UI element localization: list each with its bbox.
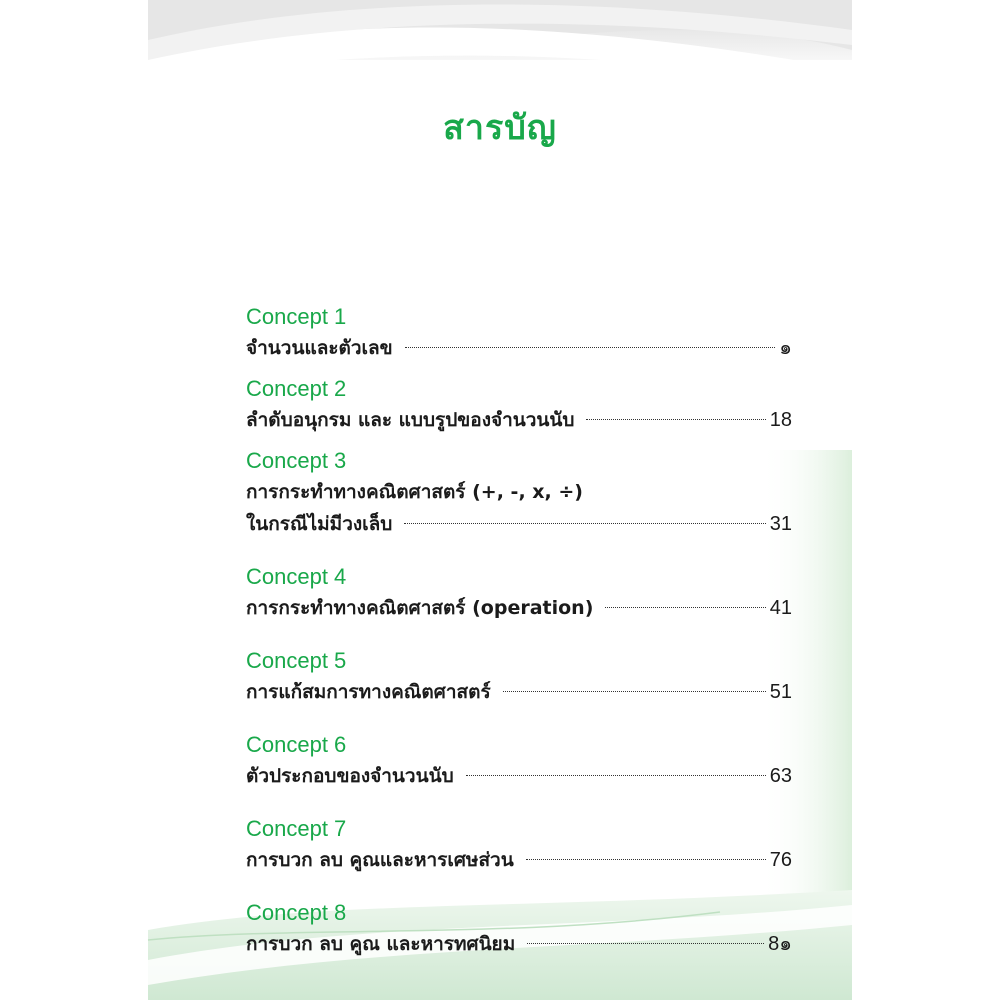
toc-line <box>246 404 792 436</box>
chapter-title: การกระทำทางคณิตศาสตร์ (operation) <box>246 597 594 619</box>
dot-leader <box>526 859 766 860</box>
dot-leader <box>605 607 765 608</box>
concept-heading: Concept 6 <box>246 732 347 757</box>
toc-line <box>246 760 792 792</box>
table-of-contents <box>246 302 792 970</box>
page-number: ๑ <box>779 337 792 359</box>
toc-entry-2 <box>246 374 792 436</box>
page-number: 41 <box>769 597 792 619</box>
dot-leader <box>405 347 776 348</box>
concept-heading: Concept 5 <box>246 648 347 673</box>
toc-line <box>246 508 792 540</box>
chapter-title: ตัวประกอบของจำนวนนับ <box>246 765 454 787</box>
toc-entry-4 <box>246 562 792 624</box>
chapter-title: การแก้สมการทางคณิตศาสตร์ <box>246 681 491 703</box>
dot-leader <box>503 691 766 692</box>
chapter-title: การกระทำทางคณิตศาสตร์ (+, -, x, ÷) <box>246 481 583 503</box>
page-number: 63 <box>769 765 792 787</box>
page-number: 31 <box>769 513 792 535</box>
page-number: 76 <box>769 849 792 871</box>
toc-entry-8 <box>246 898 792 960</box>
toc-line <box>246 592 792 624</box>
concept-heading: Concept 1 <box>246 304 347 329</box>
page-number: 8๑ <box>768 933 792 955</box>
page-number: 51 <box>769 681 792 703</box>
concept-heading: Concept 8 <box>246 900 347 925</box>
concept-heading: Concept 4 <box>246 564 347 589</box>
concept-heading: Concept 2 <box>246 376 347 401</box>
toc-entry-5 <box>246 646 792 708</box>
page-title: สารบัญ <box>443 108 557 148</box>
toc-line <box>246 332 792 364</box>
page-number: 18 <box>769 409 792 431</box>
concept-heading: Concept 7 <box>246 816 347 841</box>
concept-heading: Concept 3 <box>246 448 347 473</box>
toc-line <box>246 928 792 960</box>
dot-leader <box>527 943 764 944</box>
toc-entry-1 <box>246 302 792 364</box>
chapter-title: จำนวนและตัวเลข <box>246 337 393 359</box>
chapter-title: การบวก ลบ คูณ และหารทศนิยม <box>246 933 516 955</box>
chapter-title: ลำดับอนุกรม และ แบบรูปของจำนวนนับ <box>246 409 575 431</box>
toc-line <box>246 676 792 708</box>
toc-entry-6 <box>246 730 792 792</box>
toc-line <box>246 844 792 876</box>
toc-entry-7 <box>246 814 792 876</box>
toc-entry-3 <box>246 446 792 540</box>
dot-leader <box>404 523 765 524</box>
chapter-title-continued: ในกรณีไม่มีวงเล็บ <box>246 513 393 535</box>
chapter-title: การบวก ลบ คูณและหารเศษส่วน <box>246 849 514 871</box>
dot-leader <box>586 419 765 420</box>
dot-leader <box>466 775 766 776</box>
toc-line <box>246 476 792 508</box>
